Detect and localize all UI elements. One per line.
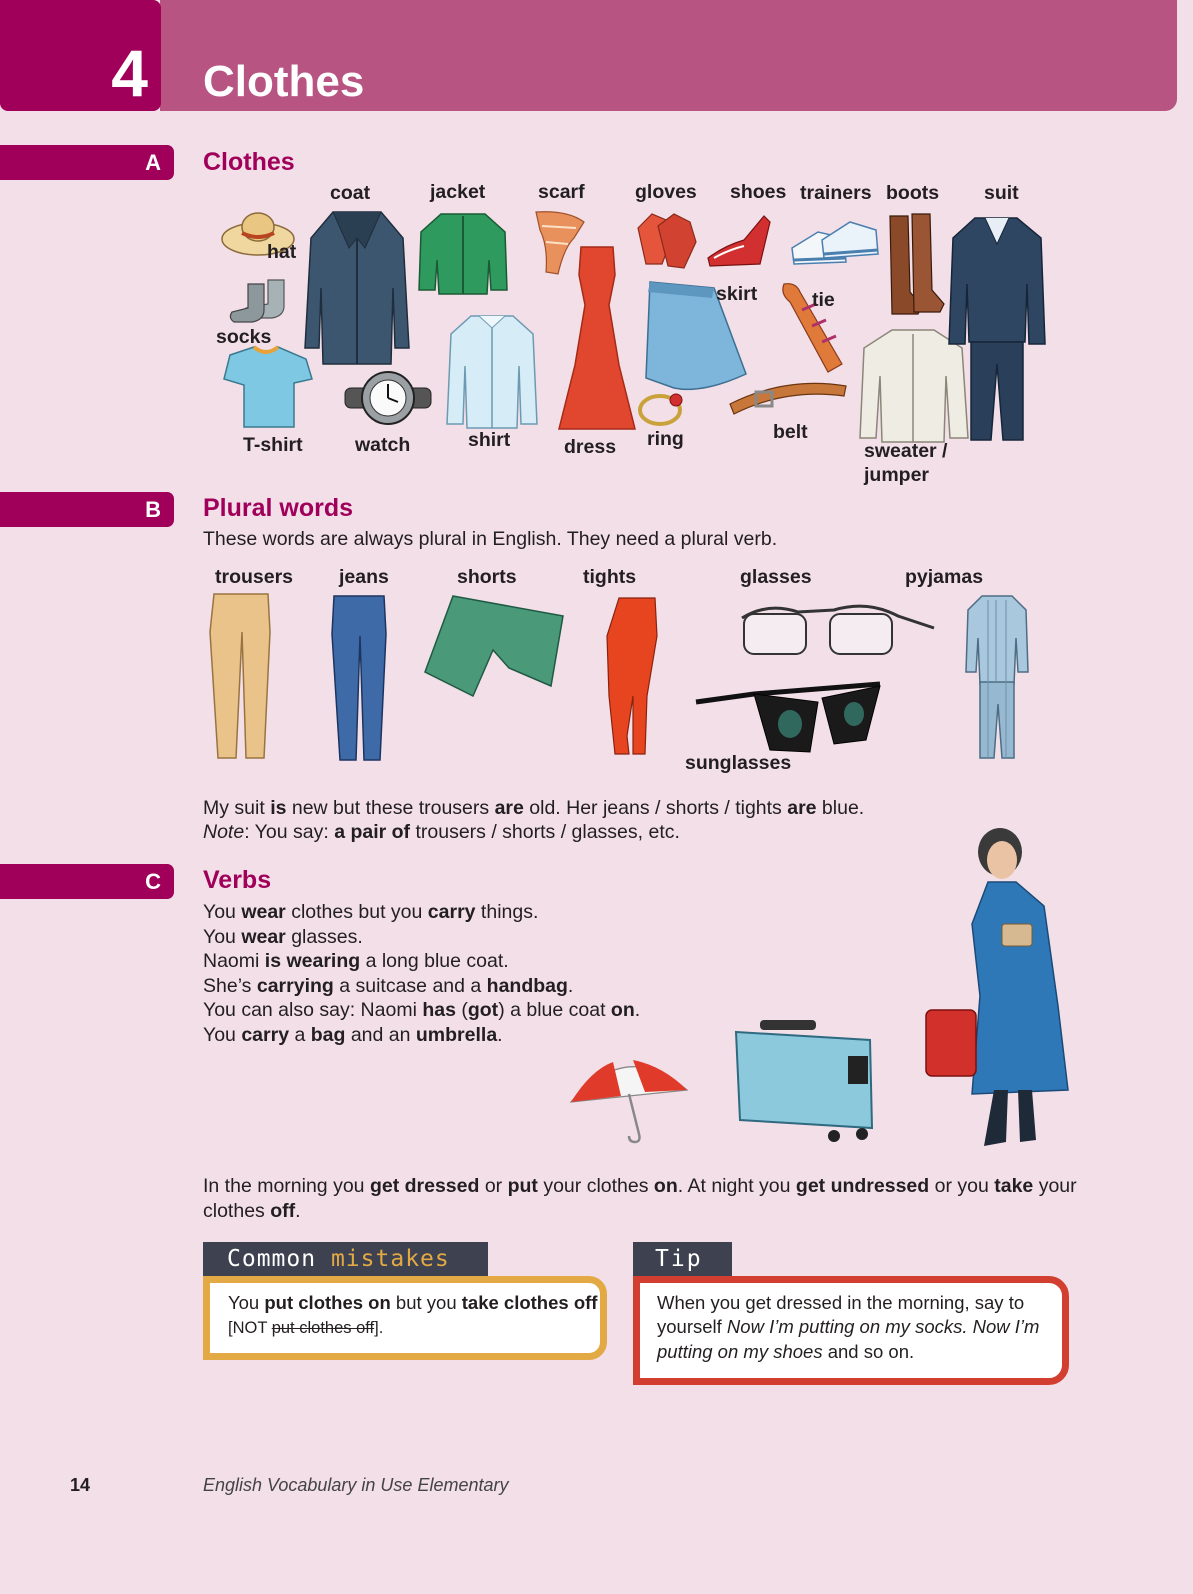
label-shorts: shorts	[457, 566, 517, 588]
verbs-line-6: You carry a bag and an umbrella.	[203, 1024, 503, 1046]
label-trousers: trousers	[215, 566, 294, 588]
coat-illustration	[303, 208, 411, 368]
label-jumper: jumper	[864, 464, 930, 486]
label-jacket: jacket	[430, 181, 486, 203]
morning-line-2: clothes off.	[203, 1200, 301, 1222]
label-coat: coat	[330, 182, 371, 204]
section-b-intro: These words are always plural in English. They need a plural verb.	[203, 528, 778, 550]
book-title: English Vocabulary in Use Elementary	[203, 1475, 509, 1495]
section-b-heading: Plural words	[203, 494, 354, 522]
dress-illustration	[557, 245, 637, 433]
umbrella-illustration	[567, 1050, 691, 1146]
label-watch: watch	[355, 434, 411, 456]
tip-line-2: yourself Now I’m putting on my socks. Now I’m	[657, 1316, 1040, 1337]
common-mistakes-title: Common mistakes	[227, 1246, 450, 1272]
section-b-tab: B	[0, 492, 174, 527]
morning-line-1: In the morning you get dressed or put your clothes on. At night you get undressed or you take your	[203, 1175, 1077, 1197]
label-suit: suit	[984, 182, 1019, 204]
glasses-illustration	[738, 592, 938, 668]
label-skirt: skirt	[716, 283, 758, 305]
plural-note: Note: You say: a pair of trousers / shorts / glasses, etc.	[203, 821, 680, 843]
shoes-illustration	[704, 210, 772, 272]
label-dress: dress	[564, 436, 617, 458]
label-gloves: gloves	[635, 181, 697, 203]
label-tights: tights	[583, 566, 637, 588]
verbs-line-3: Naomi is wearing a long blue coat.	[203, 950, 509, 972]
section-c-heading: Verbs	[203, 866, 272, 894]
tip-title: Tip	[655, 1246, 703, 1272]
jeans-illustration	[330, 594, 390, 762]
watch-illustration	[343, 368, 433, 428]
label-shoes: shoes	[730, 181, 787, 203]
shirt-illustration	[445, 312, 539, 430]
label-trainers: trainers	[800, 182, 872, 204]
suitcase-illustration	[730, 1016, 878, 1146]
label-tshirt: T-shirt	[243, 434, 303, 456]
page-number: 14	[70, 1475, 91, 1495]
sunglasses-illustration	[694, 680, 884, 756]
jacket-illustration	[417, 210, 509, 296]
unit-number: 4	[111, 36, 148, 110]
naomi-illustration	[918, 826, 1074, 1150]
pyjamas-illustration	[964, 594, 1030, 760]
verbs-line-5: You can also say: Naomi has (got) a blue coat on.	[203, 999, 641, 1021]
shorts-illustration	[423, 594, 565, 698]
gloves-illustration	[632, 208, 702, 272]
label-jeans: jeans	[339, 566, 389, 588]
label-shirt: shirt	[468, 429, 511, 451]
common-mistakes-tab	[203, 1242, 488, 1277]
label-pyjamas: pyjamas	[905, 566, 984, 588]
socks-illustration	[228, 276, 298, 324]
tip-tab	[633, 1242, 732, 1277]
section-a-tab: A	[0, 145, 174, 180]
trousers-illustration	[208, 592, 274, 760]
tip-line-3: putting on my shoes and so on.	[657, 1341, 915, 1362]
label-ring: ring	[647, 428, 684, 450]
label-socks: socks	[216, 326, 272, 348]
label-hat: hat	[267, 241, 297, 263]
ring-illustration	[636, 388, 688, 428]
trainers-illustration	[788, 214, 880, 276]
plural-example: My suit is new but these trousers are old. Her jeans / shorts / tights are blue.	[203, 797, 865, 819]
page-title: Clothes	[203, 57, 365, 106]
tights-illustration	[603, 596, 661, 758]
label-boots: boots	[886, 182, 940, 204]
common-mistakes-line-2: [NOT put clothes off].	[228, 1319, 384, 1337]
label-sunglasses: sunglasses	[685, 752, 792, 774]
label-sweater: sweater /	[864, 440, 948, 462]
section-c-tab: C	[0, 864, 174, 899]
label-scarf: scarf	[538, 181, 585, 203]
verbs-line-2: You wear glasses.	[203, 926, 363, 948]
boots-illustration	[886, 212, 946, 318]
verbs-line-1: You wear clothes but you carry things.	[203, 901, 539, 923]
verbs-line-4: She’s carrying a suitcase and a handbag.	[203, 975, 574, 997]
common-mistakes-line-1: You put clothes on but you take clothes off	[228, 1292, 598, 1313]
suit-illustration	[945, 214, 1049, 442]
section-a-heading: Clothes	[203, 148, 295, 176]
label-belt: belt	[773, 421, 808, 443]
belt-illustration	[726, 374, 850, 422]
label-glasses: glasses	[740, 566, 812, 588]
tip-line-1: When you get dressed in the morning, say to	[657, 1292, 1025, 1313]
tshirt-illustration	[220, 345, 315, 430]
label-tie: tie	[812, 289, 835, 311]
